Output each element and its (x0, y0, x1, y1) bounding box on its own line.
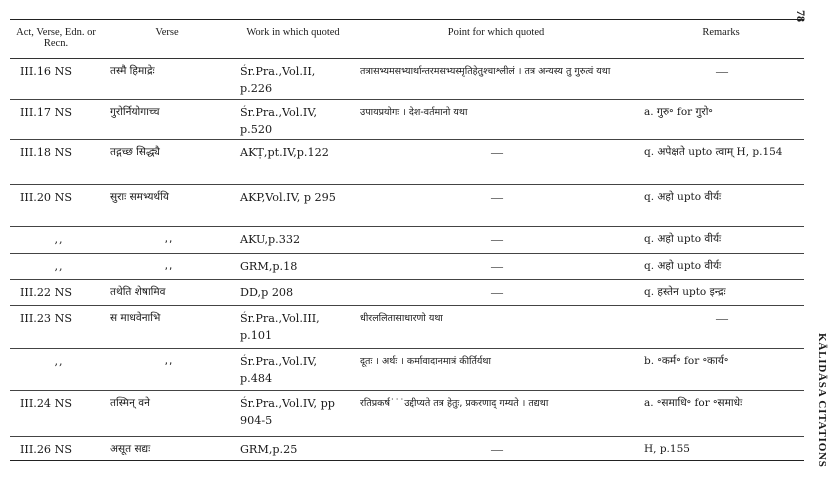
cell-verse: सुराः समभ्यर्थयि (102, 185, 232, 227)
header-ref: Act, Verse, Edn. or Recn. (10, 20, 102, 59)
cell-remarks: H, p.155 (638, 437, 804, 461)
cell-verse: स माधवेनाभि (102, 306, 232, 349)
cell-ref: ,, (54, 355, 64, 368)
cell-remarks: q. हस्तेन upto इन्द्रः (638, 280, 804, 306)
cell-verse: तस्मै हिमाद्रेः (102, 59, 232, 100)
cell-verse: तस्मिन् वने (102, 391, 232, 437)
cell-ref: ,, (54, 260, 64, 273)
table-header-row (10, 20, 804, 59)
cell-ref: III.16 NS (10, 59, 102, 100)
cell-point: धीरललितासाधारणो यथा (354, 306, 638, 349)
cell-verse: तद्गच्छ सिद्ध्यै (102, 140, 232, 185)
cell-point: — (491, 232, 503, 246)
cell-work: AKP,Vol.IV, p 295 (232, 185, 354, 227)
cell-verse: ,, (164, 260, 174, 272)
cell-work: Śr.Pra.,Vol.IV, p.484 (232, 349, 354, 391)
cell-ref: III.23 NS (10, 306, 102, 349)
citations-table (10, 19, 804, 461)
cell-ref: III.22 NS (10, 280, 102, 306)
cell-point: — (491, 285, 503, 299)
cell-work: GRM,p.18 (232, 254, 354, 280)
table-row (10, 349, 804, 391)
cell-ref: III.24 NS (10, 391, 102, 437)
table-row (10, 391, 804, 437)
cell-remarks: b. ॰कर्म॰ for ॰कार्य॰ (638, 349, 804, 391)
cell-ref: ,, (54, 233, 64, 246)
table-row (10, 254, 804, 280)
header-point: Point for which quoted (354, 20, 638, 59)
table-row (10, 185, 804, 227)
cell-point: — (491, 442, 503, 456)
cell-verse: ,, (164, 233, 174, 245)
table-row (10, 280, 804, 306)
cell-remarks: — (716, 64, 728, 78)
cell-remarks: q. अहो upto वीर्यः (638, 254, 804, 280)
cell-verse: असूत सद्यः (102, 437, 232, 461)
table-row (10, 437, 804, 461)
table-row (10, 227, 804, 254)
cell-work: DD,p 208 (232, 280, 354, 306)
header-verse: Verse (102, 20, 232, 59)
table-row (10, 140, 804, 185)
cell-remarks: a. ॰समाधि॰ for ॰समाधेः (638, 391, 804, 437)
cell-verse: गुरोर्नियोगाच्च (102, 100, 232, 140)
cell-point: — (491, 259, 503, 273)
table-row (10, 100, 804, 140)
cell-point: रतिप्रकर्ष˙˙˙उद्दीप्यते तत्र हेतुः, प्रकरणाद् गम्यते । तद्यथा (354, 391, 638, 437)
page-number: 78 (794, 10, 808, 22)
cell-remarks: — (716, 311, 728, 325)
cell-verse: तथेति शेषामिव (102, 280, 232, 306)
cell-work: Śr.Pra.,Vol.III, p.101 (232, 306, 354, 349)
cell-work: GRM,p.25 (232, 437, 354, 461)
cell-work: AKṬ,pt.IV,p.122 (232, 140, 354, 185)
header-work: Work in which quoted (232, 20, 354, 59)
cell-ref: III.17 NS (10, 100, 102, 140)
cell-remarks: q. अपेक्षते upto त्वाम् H, p.154 (638, 140, 804, 185)
cell-point: दूतः । अर्थः । कर्मावादानमात्रं कीर्तिर्यथा (354, 349, 638, 391)
header-remarks: Remarks (638, 20, 804, 59)
cell-work: Śr.Pra.,Vol.IV, p.520 (232, 100, 354, 140)
cell-work: Śr.Pra.,Vol.II, p.226 (232, 59, 354, 100)
cell-point: — (491, 190, 503, 204)
cell-work: Śr.Pra.,Vol.IV, pp 904-5 (232, 391, 354, 437)
cell-ref: III.20 NS (10, 185, 102, 227)
cell-point: तत्रासभ्यमसभ्यार्थान्तरमसभ्यस्मृतिहेतुश्चाश्लीलं । तत्र अन्यस्य तु गुरुत्वं यथा (354, 59, 638, 100)
cell-remarks: a. गुरु॰ for गुरो॰ (638, 100, 804, 140)
cell-verse: ,, (164, 355, 174, 367)
cell-remarks: q. अहो upto वीर्यः (638, 227, 804, 254)
table-row (10, 306, 804, 349)
running-title: KĀLIDĀSA CITATIONS (816, 333, 828, 468)
cell-point: उपायप्रयोगः । देश-वर्तमानो यथा (354, 100, 638, 140)
cell-point: — (491, 145, 503, 159)
cell-ref: III.18 NS (10, 140, 102, 185)
table-row (10, 59, 804, 100)
cell-ref: III.26 NS (10, 437, 102, 461)
cell-remarks: q. अहो upto वीर्यः (638, 185, 804, 227)
cell-work: AKU,p.332 (232, 227, 354, 254)
